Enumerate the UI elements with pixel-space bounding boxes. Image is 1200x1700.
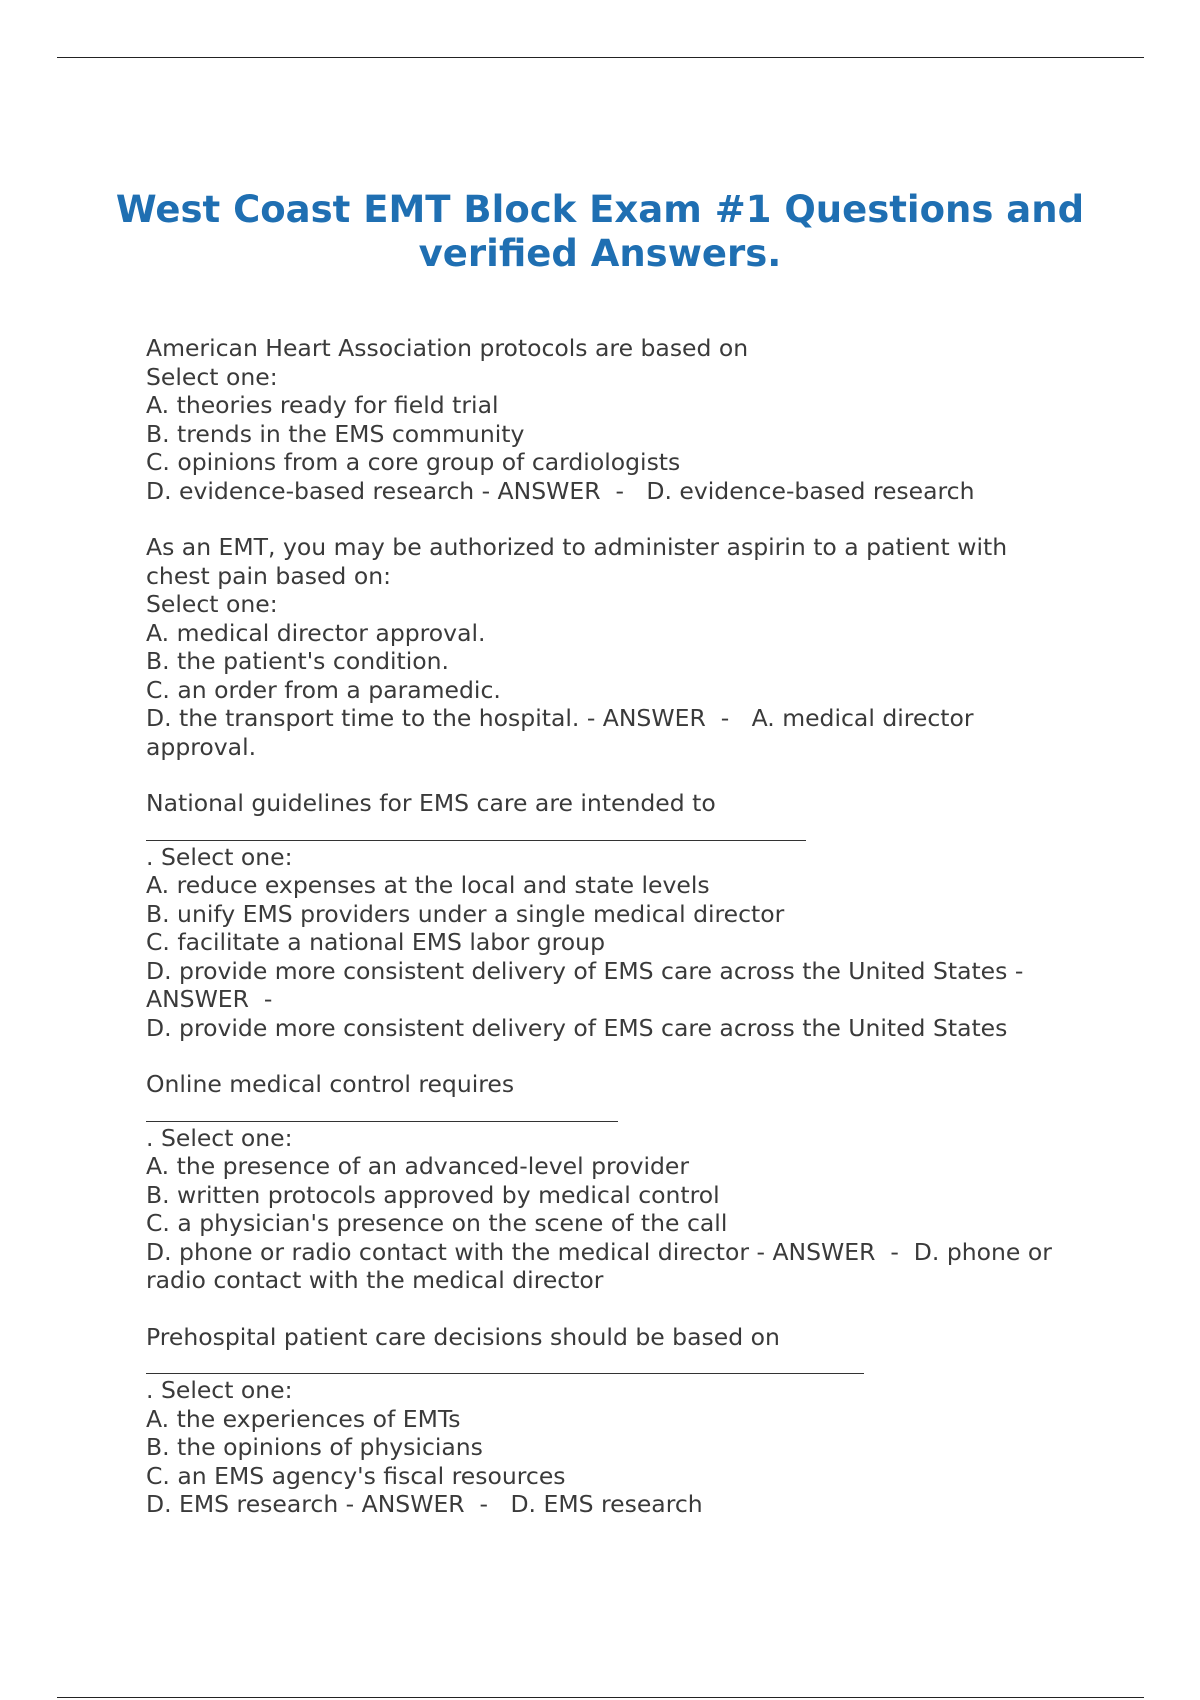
option-a: A. theories ready for field trial [146, 391, 499, 419]
answer-blank-line [146, 1099, 618, 1122]
bottom-rule [57, 1697, 1144, 1698]
option-b: B. trends in the EMS community [146, 419, 525, 448]
option-c: C. an order from a paramedic. [146, 675, 501, 704]
select-prompt: Select one: [146, 590, 278, 618]
option-c: C. opinions from a core group of cardiologists [146, 448, 681, 476]
question-stem: Online medical control requires [146, 1070, 515, 1098]
option-b: B. the opinions of physicians [146, 1433, 483, 1461]
option-a: A. medical director approval. [146, 618, 486, 647]
option-b: B. written protocols approved by medical control [146, 1180, 720, 1209]
option-d-answer: D. provide more consistent delivery of EMS care across the United States [146, 1013, 1008, 1042]
question-list [146, 334, 1086, 1547]
answer-blank-line [146, 1351, 864, 1374]
question-1 [146, 334, 1086, 505]
option-b: B. unify EMS providers under a single medical director [146, 899, 785, 928]
option-d-answer: D. the transport time to the hospital. - ANSWER - A. medical director approval. [146, 704, 982, 761]
select-prompt: . Select one: [146, 1376, 293, 1404]
top-rule [57, 57, 1144, 58]
question-4 [146, 1070, 1086, 1295]
option-a: A. the presence of an advanced-level provider [146, 1152, 690, 1180]
question-stem: As an EMT, you may be authorized to administer aspirin to a patient with chest pain based on: [146, 533, 1015, 590]
question-stem: Prehospital patient care decisions should be based on [146, 1322, 780, 1351]
question-stem: American Heart Association protocols are based on [146, 334, 749, 362]
question-3 [146, 789, 1086, 1042]
question-5 [146, 1323, 1086, 1519]
option-c: C. a physician's presence on the scene of the call [146, 1209, 728, 1237]
select-prompt: . Select one: [146, 842, 293, 871]
option-b: B. the patient's condition. [146, 647, 450, 675]
option-c: C. facilitate a national EMS labor group [146, 928, 605, 956]
option-c: C. an EMS agency's fiscal resources [146, 1461, 566, 1490]
option-d: D. provide more consistent delivery of EMS care across the United States - ANSWER - [146, 956, 1031, 1013]
option-a: A. the experiences of EMTs [146, 1404, 461, 1433]
answer-blank-line [146, 818, 806, 841]
select-prompt: Select one: [146, 362, 278, 391]
select-prompt: . Select one: [146, 1123, 293, 1152]
question-stem: National guidelines for EMS care are intended to [146, 789, 716, 817]
option-d-answer: D. phone or radio contact with the medical director - ANSWER - D. phone or radio contact with the medical director [146, 1237, 1060, 1294]
option-a: A. reduce expenses at the local and state levels [146, 871, 710, 899]
document-title: West Coast EMT Block Exam #1 Questions and verified Answers. [115, 187, 1085, 275]
question-2 [146, 533, 1086, 761]
option-d-answer: D. evidence-based research - ANSWER - D. evidence-based research [146, 476, 975, 505]
option-d-answer: D. EMS research - ANSWER - D. EMS research [146, 1490, 703, 1518]
